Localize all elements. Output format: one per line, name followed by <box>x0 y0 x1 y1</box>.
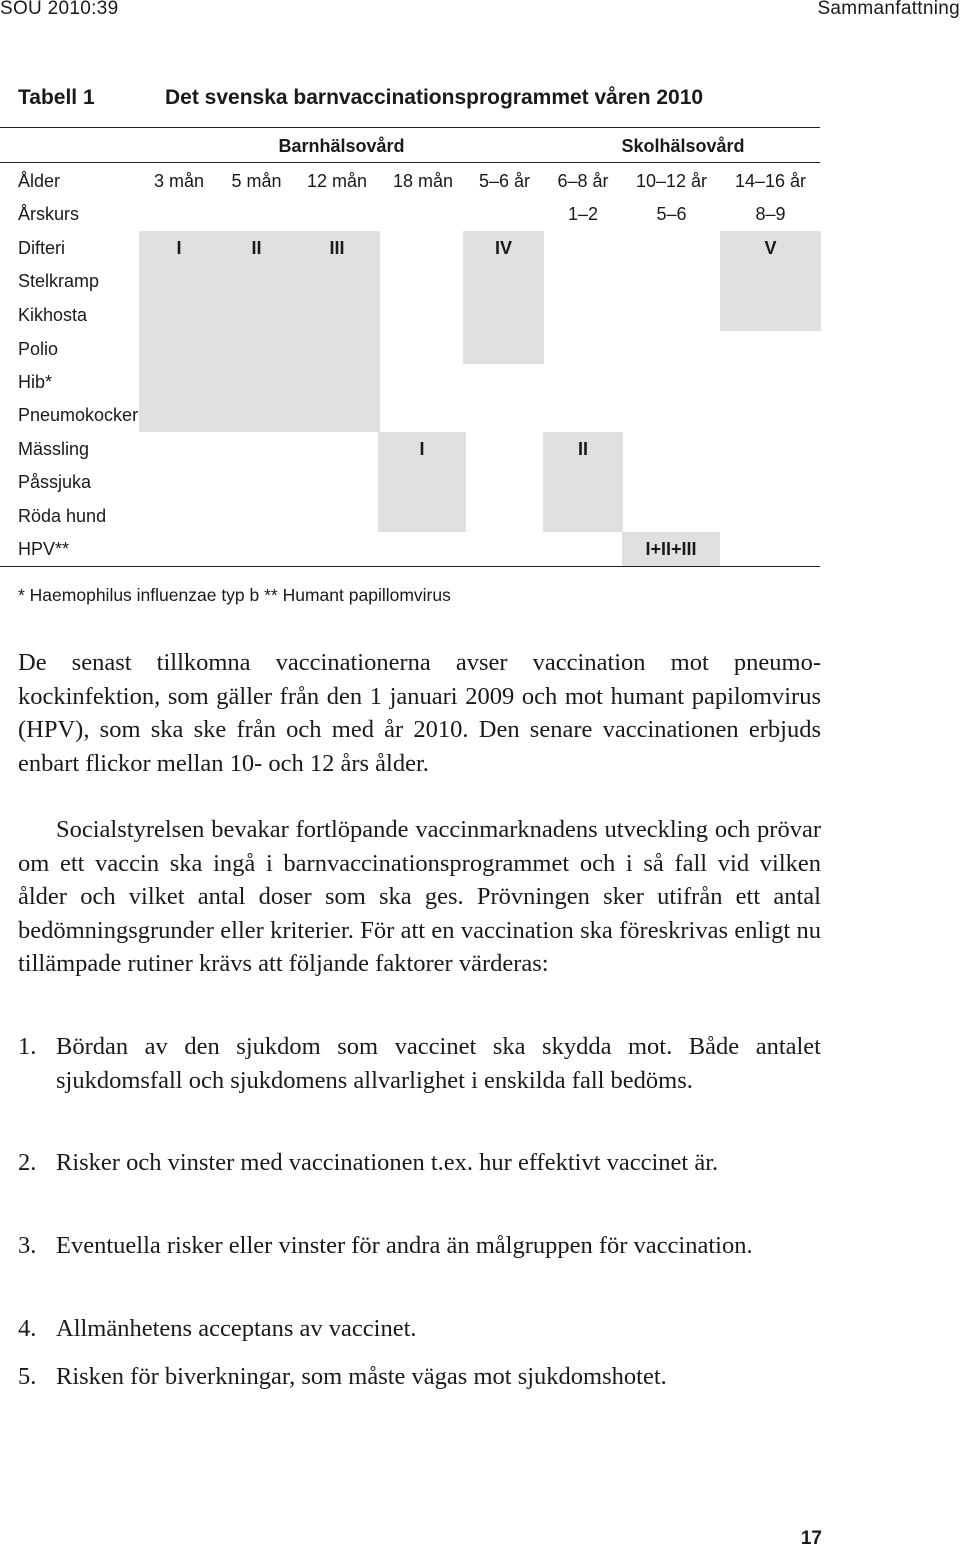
list-item-number: 4. <box>18 1315 37 1342</box>
disease-row-label: Polio <box>18 339 59 359</box>
list-item-number: 1. <box>18 1033 37 1060</box>
list-item <box>18 1146 821 1180</box>
age-col-2: 5 mån <box>231 171 282 191</box>
list-item <box>18 1229 821 1263</box>
disease-row-label: Hib* <box>18 372 53 392</box>
table-caption: Det svenska barnvaccinationsprogrammet våren 2010 <box>165 86 704 109</box>
list-item <box>18 1030 821 1097</box>
row-label-grade: Årskurs <box>18 204 80 224</box>
list-item-text: Risker och vinster med vaccinationen t.ex. hur effektivt vaccinet är. <box>56 1149 719 1176</box>
list-item <box>18 1360 821 1394</box>
list-item-text: Bördan av den sjukdom som vaccinet ska skydda mot. Både antalet sjukdomsfall och sjukdomens allvarlighet i enskilda fall bedöms. <box>56 1033 821 1094</box>
disease-row-label: Röda hund <box>18 506 107 526</box>
disease-row-label: Pneumokocker <box>18 405 139 425</box>
running-header-right: Sammanfattning <box>817 0 960 19</box>
grade-col-6: 1–2 <box>567 204 599 224</box>
paragraph-2: Socialstyrelsen bevakar fortlöpande vaccinmarknadens utveckling och prövar om ett vaccin ska ingå i barnvaccinationsprogrammet och i så fall vid vilken ålder och vilket antal doser som ska ges. Prövningen sker utifrån ett antal bedömningsgrunder eller kriterier. För att en vaccination ska föreskrivas enligt nu tillämpade rutiner krävs att följande faktorer värderas: <box>18 816 821 977</box>
table-label: Tabell 1 <box>18 86 95 109</box>
age-col-1: 3 mån <box>153 171 205 191</box>
age-col-3: 12 mån <box>306 171 368 191</box>
disease-row-label: Stelkramp <box>18 271 100 291</box>
list-item <box>18 1312 821 1346</box>
shade-dtp-infant <box>139 231 380 432</box>
group-barnhalsovard: Barnhälsovård <box>278 136 405 156</box>
dose-mpr-1: I <box>419 439 425 459</box>
list-item-text: Risken för biverkningar, som måste vägas mot sjukdomshotet. <box>56 1363 667 1390</box>
disease-row-label: HPV** <box>18 539 70 559</box>
table-top-rule <box>0 127 820 128</box>
age-col-6: 6–8 år <box>557 171 609 191</box>
age-col-7: 10–12 år <box>635 171 708 191</box>
dose-dtp-3: III <box>329 238 345 258</box>
group-skolhalsovard: Skolhälsovård <box>621 136 745 156</box>
dose-dtp-2: II <box>251 238 262 258</box>
dose-hpv: I+II+III <box>645 539 697 559</box>
group-rule <box>0 162 820 163</box>
grade-col-8: 8–9 <box>755 204 786 224</box>
paragraph-1: De senast tillkomna vaccinationerna avser vaccination mot pneumokockinfektion, som gäller från den 1 januari 2009 och mot humant papilomvirus (HPV), som ska ske från och med år 2010. Den senare vaccinationen erbjuds enbart flickor mellan 10- och 12 års ålder. <box>18 649 821 777</box>
disease-row-label: Kikhosta <box>18 305 88 325</box>
disease-row-label: Difteri <box>18 238 66 258</box>
disease-row-label: Påssjuka <box>18 472 92 492</box>
list-item-text: Allmänhetens acceptans av vaccinet. <box>56 1315 417 1342</box>
list-item-number: 3. <box>18 1232 37 1259</box>
dose-dtp-1: I <box>176 238 182 258</box>
table-footnote: * Haemophilus influenzae typ b ** Humant papillomvirus <box>18 585 451 605</box>
table-bottom-rule <box>0 566 820 567</box>
dose-dtp-4: IV <box>494 238 512 258</box>
dose-dtp-5: V <box>764 238 777 258</box>
page-number: 17 <box>800 1528 822 1549</box>
list-item-text: Eventuella risker eller vinster för andra än målgruppen för vaccination. <box>56 1232 753 1259</box>
age-col-5: 5–6 år <box>478 171 531 191</box>
disease-row-label: Mässling <box>18 439 90 459</box>
row-label-age: Ålder <box>18 171 61 191</box>
age-col-4: 18 mån <box>392 171 454 191</box>
list-item-number: 5. <box>18 1363 37 1390</box>
list-item-number: 2. <box>18 1149 37 1176</box>
grade-col-7: 5–6 <box>656 204 687 224</box>
dose-mpr-2: II <box>577 439 588 459</box>
age-col-8: 14–16 år <box>734 171 807 191</box>
running-header-left: SOU 2010:39 <box>0 0 119 19</box>
